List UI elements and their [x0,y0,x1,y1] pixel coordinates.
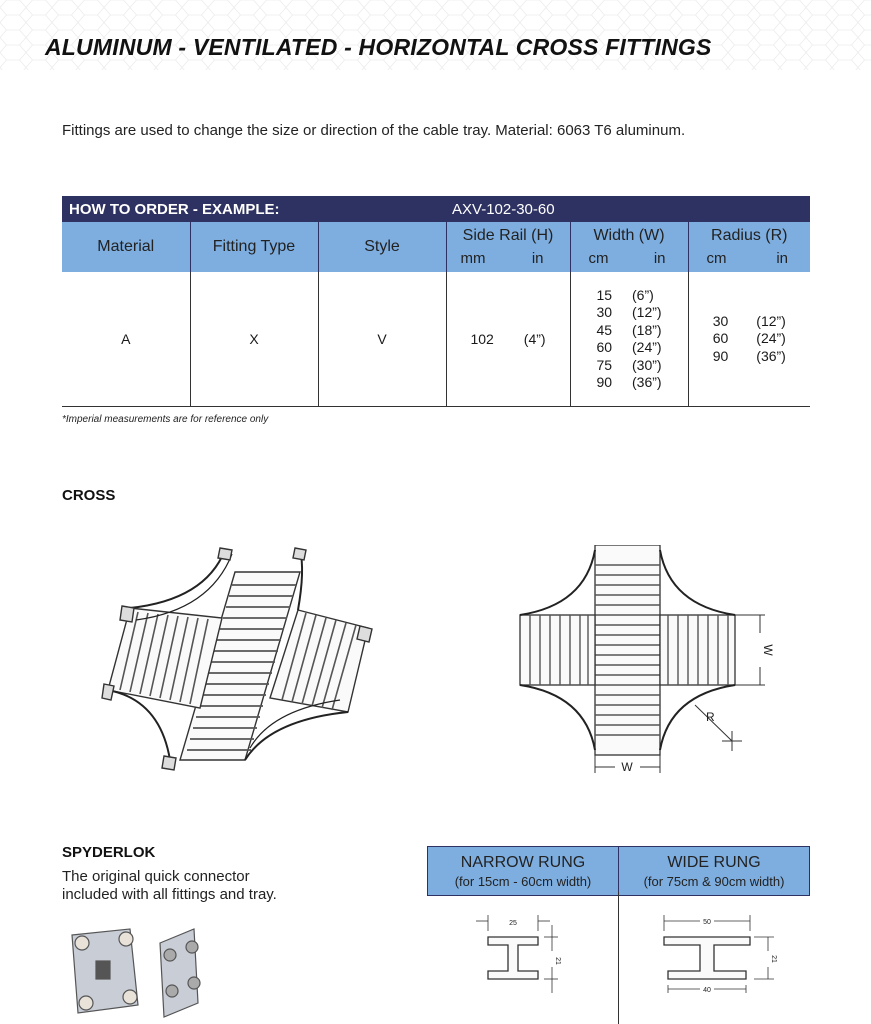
width-in-list [632,287,662,392]
width-in: (6”) [632,286,654,303]
narrow-rung-header [428,847,619,896]
side-rail-unit-in: in [531,250,544,267]
radius-cm: 30 [712,312,729,329]
value-width [570,272,688,407]
cross-heading: CROSS [62,487,116,504]
col-side-rail [446,222,570,272]
radius-in: (24”) [756,330,786,347]
width-cm: 90 [596,374,613,390]
spyderlok-connector-image [68,925,218,1024]
width-unit-in: in [653,250,666,267]
radius-cm: 90 [712,347,729,364]
side-rail-unit-mm: mm [460,250,486,267]
width-in: (18”) [632,321,662,338]
spyderlok-heading: SPYDERLOK [62,844,156,861]
value-style: V [318,272,446,407]
radius-in: (36”) [756,347,786,364]
wide-dim-top: 50 [703,919,711,926]
radius-unit-in: in [776,250,789,267]
radius-in-list [756,313,786,366]
order-header-title: HOW TO ORDER - EXAMPLE: [62,196,446,222]
width-cm: 15 [596,286,613,303]
width-unit-cm: cm [588,250,609,267]
dim-r: R [706,710,715,724]
column-header-row [62,222,810,272]
value-fitting-type: X [190,272,318,407]
width-in: (12”) [632,304,662,320]
col-width [570,222,688,272]
spyderlok-description [62,868,322,904]
width-cm: 45 [596,321,613,338]
radius-cm-list [713,313,729,366]
wide-dim-side: 21 [770,955,777,963]
narrow-dim-top: 25 [509,920,517,927]
spyderlok-desc-line1: The original quick connector [62,868,250,885]
width-cm: 75 [596,356,613,373]
col-fitting-type: Fitting Type [190,222,318,272]
how-to-order-table [62,196,810,407]
side-rail-mm: 102 [470,331,494,347]
radius-cm: 60 [712,330,729,347]
wide-rung-title: WIDE RUNG [667,853,761,871]
dim-w-bottom: W [621,760,633,774]
rung-divider [618,892,619,1024]
value-radius [688,272,810,407]
rung-table [427,846,810,896]
radius-unit-cm: cm [706,250,727,267]
width-in: (24”) [632,339,662,355]
page-title: ALUMINUM - VENTILATED - HORIZONTAL CROSS FITTINGS [45,34,712,60]
wide-rung-header [619,847,810,896]
narrow-rung-title: NARROW RUNG [460,853,586,871]
order-header-row [62,196,810,222]
side-rail-in: (4”) [523,331,546,347]
cross-plan-drawing [510,545,780,775]
width-cm: 30 [596,304,613,320]
col-material: Material [62,222,190,272]
width-in: (36”) [632,374,662,390]
width-label: Width (W) [593,227,665,244]
value-side-rail [446,272,570,407]
wide-rung-profile [650,905,790,1010]
width-in: (30”) [632,356,662,373]
narrow-rung-sub: (for 15cm - 60cm width) [454,873,592,889]
order-values-row [62,272,810,407]
value-material: A [62,272,190,407]
imperial-note: *Imperial measurements are for reference only [62,414,269,425]
wide-dim-bottom: 40 [703,987,711,994]
side-rail-label: Side Rail (H) [462,227,554,244]
cross-isometric-drawing [100,540,380,775]
example-code: AXV-102-30-60 [446,196,810,222]
col-radius [688,222,810,272]
width-cm-list [596,287,612,392]
width-cm: 60 [596,339,613,355]
radius-in: (12”) [756,312,786,329]
intro-text: Fittings are used to change the size or direction of the cable tray. Material: 6063 T6 aluminum. [62,122,686,139]
radius-label: Radius (R) [711,227,788,244]
dim-w-right: W [761,644,775,656]
narrow-rung-profile [468,905,578,1010]
spyderlok-desc-line2: included with all fittings and tray. [62,886,277,903]
narrow-dim-side: 21 [554,957,561,965]
col-style: Style [318,222,446,272]
wide-rung-sub: (for 75cm & 90cm width) [643,873,785,889]
